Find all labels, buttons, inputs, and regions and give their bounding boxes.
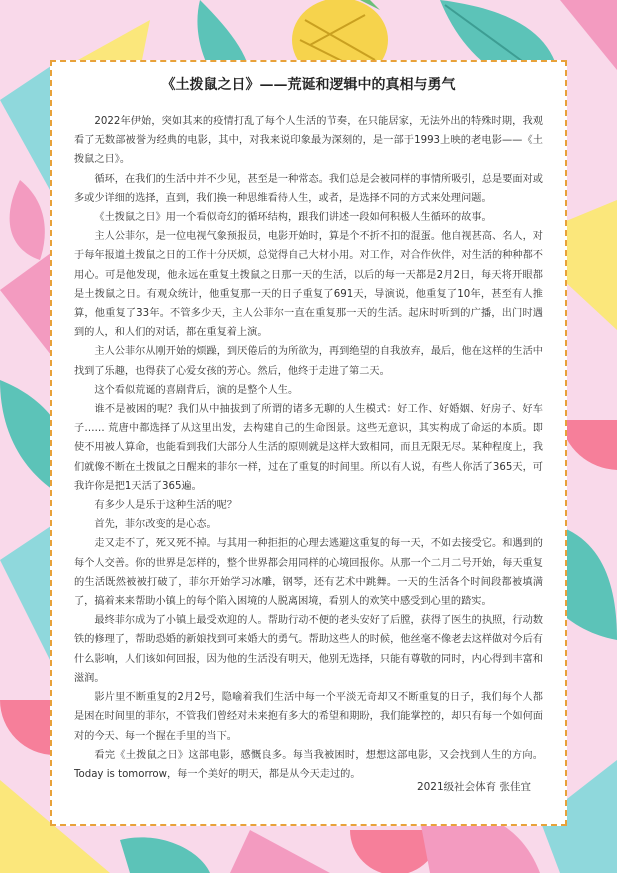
paragraph: 看完《土拨鼠之日》这部电影，感慨良多。每当我被困时，想想这部电影，又会找到人生的方向。Today is tomorrow，每一个美好的明天，都是从今天走过的。: [74, 749, 543, 780]
pink-triangle-shape: [560, 0, 617, 70]
pink-triangle-shape: [0, 250, 55, 360]
paragraph: 这个看似荒诞的喜剧背后，演的是整个人生。: [94, 384, 299, 396]
pink-triangle-shape: [230, 830, 330, 873]
paragraph: 循环，在我们的生活中并不少见，甚至是一种常态。我们总是会被同样的事情所吸引，总是要面对或多或少详细的选择，直到，我们换一种思维看待人生，或者，是选择不同的方式来处理问题。: [74, 173, 543, 204]
page-title: 《土拨鼠之日》——荒诞和逻辑中的真相与勇气: [161, 77, 456, 93]
author-signature: 2021级社会体育 张佳宜: [416, 781, 531, 793]
paragraph: 首先，菲尔改变的是心态。: [94, 519, 217, 531]
paragraph: 主人公菲尔从刚开始的烦躁，到厌倦后的为所欲为，再到绝望的自我放弃，最后，他在这样的生活中找到了乐趣，也得获了心爱女孩的芳心。然后，他终于走进了第二天。: [74, 346, 543, 377]
paragraph: 走又走不了，死又死不掉。与其用一种拒拒的心理去逃避这重复的每一天，不如去接受它。和遇到的每个人交善。你的世界是怎样的，整个世界都会用同样的心境回报你。从那一个二月二号开始，每天重复的生活既然被被打破了，菲尔开始学习冰雕，钢琴，还有艺术中跳舞。一天的生活各个时间段都被填满了，搞着来来帮助小镇上的每个陷入困境的人脱离困境，看别人的欢笑中感受到心里的踏实。: [74, 538, 543, 608]
document-paper: [50, 60, 567, 826]
paragraph: 2022年伊始，突如其来的疫情打乱了每个人生活的节奏，在只能居家，无法外出的特殊时期，我观看了无数部被誉为经典的电影，其中，对我来说印象最为深刻的，是一部于1993上映的老电影——《土拨鼠之日》。: [74, 116, 543, 166]
paragraph: 最终菲尔成为了小镇上最受欢迎的人。帮助行动不便的老头安好了后膛，获得了医生的执照，行动数铁的修理了，帮助恐婚的新娘找到可来婚大的勇气。帮助这些人的时候，他丝毫不像老去这样做对今后有什么影响，人们该如何回报，因为他的生活没有明天，他别无选择，只能有尊敬的同时，内心得到丰富和滋润。: [74, 615, 543, 684]
paragraph: 影片里不断重复的2月2号，隐喻着我们生活中每一个平淡无奇却又不断重复的日子，我们每个人都是困在时间里的菲尔，不管我们曾经对未来抱有多大的希望和期盼，我们能掌控的，却只有每一个如何面对的今天、每一个握在手里的当下。: [74, 692, 543, 742]
paragraph: 有多少人是乐于这种生活的呢？: [94, 500, 238, 512]
leaf-icon: [120, 837, 210, 873]
paragraph: 主人公菲尔，是一位电视气象预报员，电影开始时，算是个不折不扣的混蛋。他自视甚高、名人，对于每年报道土拨鼠之日的工作十分厌烦，总觉得自己大材小用。对工作，对合作伙伴，对生活的种种都不用心。可是他发现，他永远在重复土拨鼠之日那一天的生活，以后的每一天都是2月2日，每天将开眼都是土拨鼠之日。有观众统计，他重复那一天的日子重复了691天，导演说，他重复了10年，甚至有人推算，他重复了33年。不管多少天，主人公菲尔一直在重复那一天的生活。起床时听到的广播，出门时遇到的人，和人们的对话，都在重复着上演。: [74, 231, 543, 339]
paragraph: 谁不是被困的呢？我们从中抽拔到了所谓的诸多无聊的人生模式：好工作、好婚姻、好房子、好车子…… 荒唐中都选择了从这里出发，去构建自己的生命图景。这些无意识，其实构成了命运的本质。即使不用被人算命，也能看到我们大部分人生活的原则就是这样大致相同，而且无限无尽。某种程度上，我们就像不断在土拨鼠之日醒来的菲尔一样，过在了重复的时间里。所以有人说，有些人你活了365天，可我许你是把1天活了365遍。: [74, 404, 543, 492]
paragraph: 《土拨鼠之日》用一个看似奇幻的循环结构，跟我们讲述一段如何积极人生循环的故事。: [94, 212, 492, 224]
